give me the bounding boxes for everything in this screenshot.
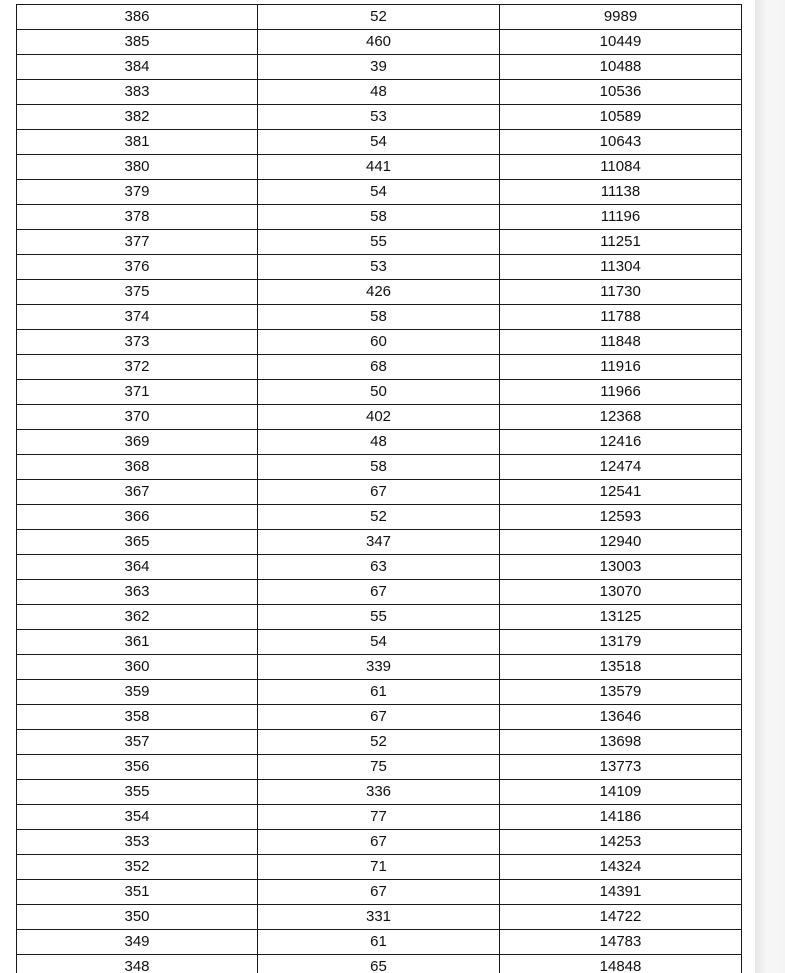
table-row bbox=[17, 480, 742, 505]
score-cell: 376 bbox=[17, 255, 258, 280]
count-cell: 50 bbox=[258, 380, 500, 405]
table-row bbox=[17, 55, 742, 80]
score-cell: 382 bbox=[17, 105, 258, 130]
cumulative-cell: 11788 bbox=[500, 305, 742, 330]
score-cell: 368 bbox=[17, 455, 258, 480]
table-row bbox=[17, 830, 742, 855]
cumulative-cell: 10589 bbox=[500, 105, 742, 130]
count-cell: 58 bbox=[258, 305, 500, 330]
score-cell: 363 bbox=[17, 580, 258, 605]
score-cell: 349 bbox=[17, 930, 258, 955]
cumulative-cell: 13579 bbox=[500, 680, 742, 705]
score-cell: 362 bbox=[17, 605, 258, 630]
cumulative-cell: 12940 bbox=[500, 530, 742, 555]
score-cell: 364 bbox=[17, 555, 258, 580]
score-cell: 372 bbox=[17, 355, 258, 380]
count-cell: 347 bbox=[258, 530, 500, 555]
cumulative-cell: 11304 bbox=[500, 255, 742, 280]
table-row bbox=[17, 5, 742, 30]
table-row bbox=[17, 180, 742, 205]
cumulative-cell: 11251 bbox=[500, 230, 742, 255]
count-cell: 52 bbox=[258, 505, 500, 530]
score-cell: 350 bbox=[17, 905, 258, 930]
count-cell: 67 bbox=[258, 580, 500, 605]
score-cell: 367 bbox=[17, 480, 258, 505]
cumulative-cell: 11196 bbox=[500, 205, 742, 230]
score-cell: 354 bbox=[17, 805, 258, 830]
score-cell: 386 bbox=[17, 5, 258, 30]
table-row bbox=[17, 680, 742, 705]
table-row bbox=[17, 205, 742, 230]
score-cell: 375 bbox=[17, 280, 258, 305]
cumulative-cell: 13773 bbox=[500, 755, 742, 780]
cumulative-cell: 11084 bbox=[500, 155, 742, 180]
table-row bbox=[17, 455, 742, 480]
cumulative-cell: 14722 bbox=[500, 905, 742, 930]
cumulative-cell: 11848 bbox=[500, 330, 742, 355]
table-row bbox=[17, 805, 742, 830]
cumulative-cell: 13179 bbox=[500, 630, 742, 655]
count-cell: 39 bbox=[258, 55, 500, 80]
table-row bbox=[17, 580, 742, 605]
score-cell: 366 bbox=[17, 505, 258, 530]
count-cell: 339 bbox=[258, 655, 500, 680]
score-cell: 377 bbox=[17, 230, 258, 255]
cumulative-cell: 12593 bbox=[500, 505, 742, 530]
cumulative-cell: 13698 bbox=[500, 730, 742, 755]
count-cell: 53 bbox=[258, 105, 500, 130]
cumulative-cell: 13646 bbox=[500, 705, 742, 730]
score-cell: 351 bbox=[17, 880, 258, 905]
table-row bbox=[17, 755, 742, 780]
table-row bbox=[17, 630, 742, 655]
table-row bbox=[17, 130, 742, 155]
count-cell: 52 bbox=[258, 730, 500, 755]
table-row bbox=[17, 880, 742, 905]
count-cell: 48 bbox=[258, 430, 500, 455]
score-cell: 371 bbox=[17, 380, 258, 405]
score-cell: 365 bbox=[17, 530, 258, 555]
score-cell: 358 bbox=[17, 705, 258, 730]
count-cell: 58 bbox=[258, 205, 500, 230]
count-cell: 67 bbox=[258, 480, 500, 505]
count-cell: 63 bbox=[258, 555, 500, 580]
score-cell: 378 bbox=[17, 205, 258, 230]
table-row bbox=[17, 280, 742, 305]
table-row bbox=[17, 380, 742, 405]
cumulative-cell: 10449 bbox=[500, 30, 742, 55]
count-cell: 68 bbox=[258, 355, 500, 380]
score-cell: 383 bbox=[17, 80, 258, 105]
table-row bbox=[17, 105, 742, 130]
count-cell: 52 bbox=[258, 5, 500, 30]
cumulative-cell: 13518 bbox=[500, 655, 742, 680]
count-cell: 460 bbox=[258, 30, 500, 55]
count-cell: 77 bbox=[258, 805, 500, 830]
cumulative-cell: 13070 bbox=[500, 580, 742, 605]
count-cell: 71 bbox=[258, 855, 500, 880]
count-cell: 60 bbox=[258, 330, 500, 355]
score-cell: 356 bbox=[17, 755, 258, 780]
score-table-body bbox=[17, 5, 742, 973]
score-cell: 360 bbox=[17, 655, 258, 680]
cumulative-cell: 11138 bbox=[500, 180, 742, 205]
score-cell: 359 bbox=[17, 680, 258, 705]
score-cell: 380 bbox=[17, 155, 258, 180]
cumulative-cell: 10488 bbox=[500, 55, 742, 80]
cumulative-cell: 12368 bbox=[500, 405, 742, 430]
table-row bbox=[17, 305, 742, 330]
score-cell: 381 bbox=[17, 130, 258, 155]
score-cell: 374 bbox=[17, 305, 258, 330]
cumulative-cell: 14324 bbox=[500, 855, 742, 880]
count-cell: 58 bbox=[258, 455, 500, 480]
count-cell: 67 bbox=[258, 830, 500, 855]
table-row bbox=[17, 530, 742, 555]
table-row bbox=[17, 430, 742, 455]
count-cell: 67 bbox=[258, 880, 500, 905]
table-row bbox=[17, 605, 742, 630]
score-cell: 379 bbox=[17, 180, 258, 205]
count-cell: 55 bbox=[258, 605, 500, 630]
table-row bbox=[17, 655, 742, 680]
cumulative-cell: 9989 bbox=[500, 5, 742, 30]
cumulative-cell: 14391 bbox=[500, 880, 742, 905]
score-cell: 352 bbox=[17, 855, 258, 880]
cumulative-cell: 12541 bbox=[500, 480, 742, 505]
table-row bbox=[17, 255, 742, 280]
score-cell: 384 bbox=[17, 55, 258, 80]
table-row bbox=[17, 30, 742, 55]
count-cell: 54 bbox=[258, 130, 500, 155]
count-cell: 55 bbox=[258, 230, 500, 255]
count-cell: 336 bbox=[258, 780, 500, 805]
cumulative-cell: 13003 bbox=[500, 555, 742, 580]
cumulative-cell: 12416 bbox=[500, 430, 742, 455]
count-cell: 75 bbox=[258, 755, 500, 780]
score-cell: 369 bbox=[17, 430, 258, 455]
cumulative-cell: 14848 bbox=[500, 955, 742, 973]
cumulative-cell: 14109 bbox=[500, 780, 742, 805]
table-row bbox=[17, 505, 742, 530]
count-cell: 441 bbox=[258, 155, 500, 180]
table-row bbox=[17, 80, 742, 105]
table-row bbox=[17, 705, 742, 730]
count-cell: 426 bbox=[258, 280, 500, 305]
score-cell: 348 bbox=[17, 955, 258, 973]
cumulative-cell: 11730 bbox=[500, 280, 742, 305]
table-row bbox=[17, 780, 742, 805]
count-cell: 54 bbox=[258, 180, 500, 205]
score-cell: 385 bbox=[17, 30, 258, 55]
table-row bbox=[17, 730, 742, 755]
table-row bbox=[17, 905, 742, 930]
cumulative-cell: 11966 bbox=[500, 380, 742, 405]
table-row bbox=[17, 555, 742, 580]
count-cell: 61 bbox=[258, 680, 500, 705]
cumulative-cell: 13125 bbox=[500, 605, 742, 630]
score-cell: 355 bbox=[17, 780, 258, 805]
cumulative-cell: 14186 bbox=[500, 805, 742, 830]
count-cell: 65 bbox=[258, 955, 500, 973]
cumulative-cell: 10643 bbox=[500, 130, 742, 155]
count-cell: 48 bbox=[258, 80, 500, 105]
page-edge-shadow bbox=[755, 0, 785, 973]
score-cell: 373 bbox=[17, 330, 258, 355]
count-cell: 54 bbox=[258, 630, 500, 655]
table-row bbox=[17, 330, 742, 355]
score-table bbox=[16, 4, 742, 973]
count-cell: 331 bbox=[258, 905, 500, 930]
count-cell: 61 bbox=[258, 930, 500, 955]
score-cell: 353 bbox=[17, 830, 258, 855]
table-row bbox=[17, 955, 742, 973]
score-cell: 370 bbox=[17, 405, 258, 430]
cumulative-cell: 10536 bbox=[500, 80, 742, 105]
count-cell: 67 bbox=[258, 705, 500, 730]
table-row bbox=[17, 355, 742, 380]
cumulative-cell: 14783 bbox=[500, 930, 742, 955]
table-row bbox=[17, 855, 742, 880]
table-row bbox=[17, 930, 742, 955]
table-row bbox=[17, 155, 742, 180]
cumulative-cell: 14253 bbox=[500, 830, 742, 855]
score-cell: 361 bbox=[17, 630, 258, 655]
table-row bbox=[17, 405, 742, 430]
score-cell: 357 bbox=[17, 730, 258, 755]
count-cell: 53 bbox=[258, 255, 500, 280]
table-row bbox=[17, 230, 742, 255]
count-cell: 402 bbox=[258, 405, 500, 430]
cumulative-cell: 12474 bbox=[500, 455, 742, 480]
cumulative-cell: 11916 bbox=[500, 355, 742, 380]
